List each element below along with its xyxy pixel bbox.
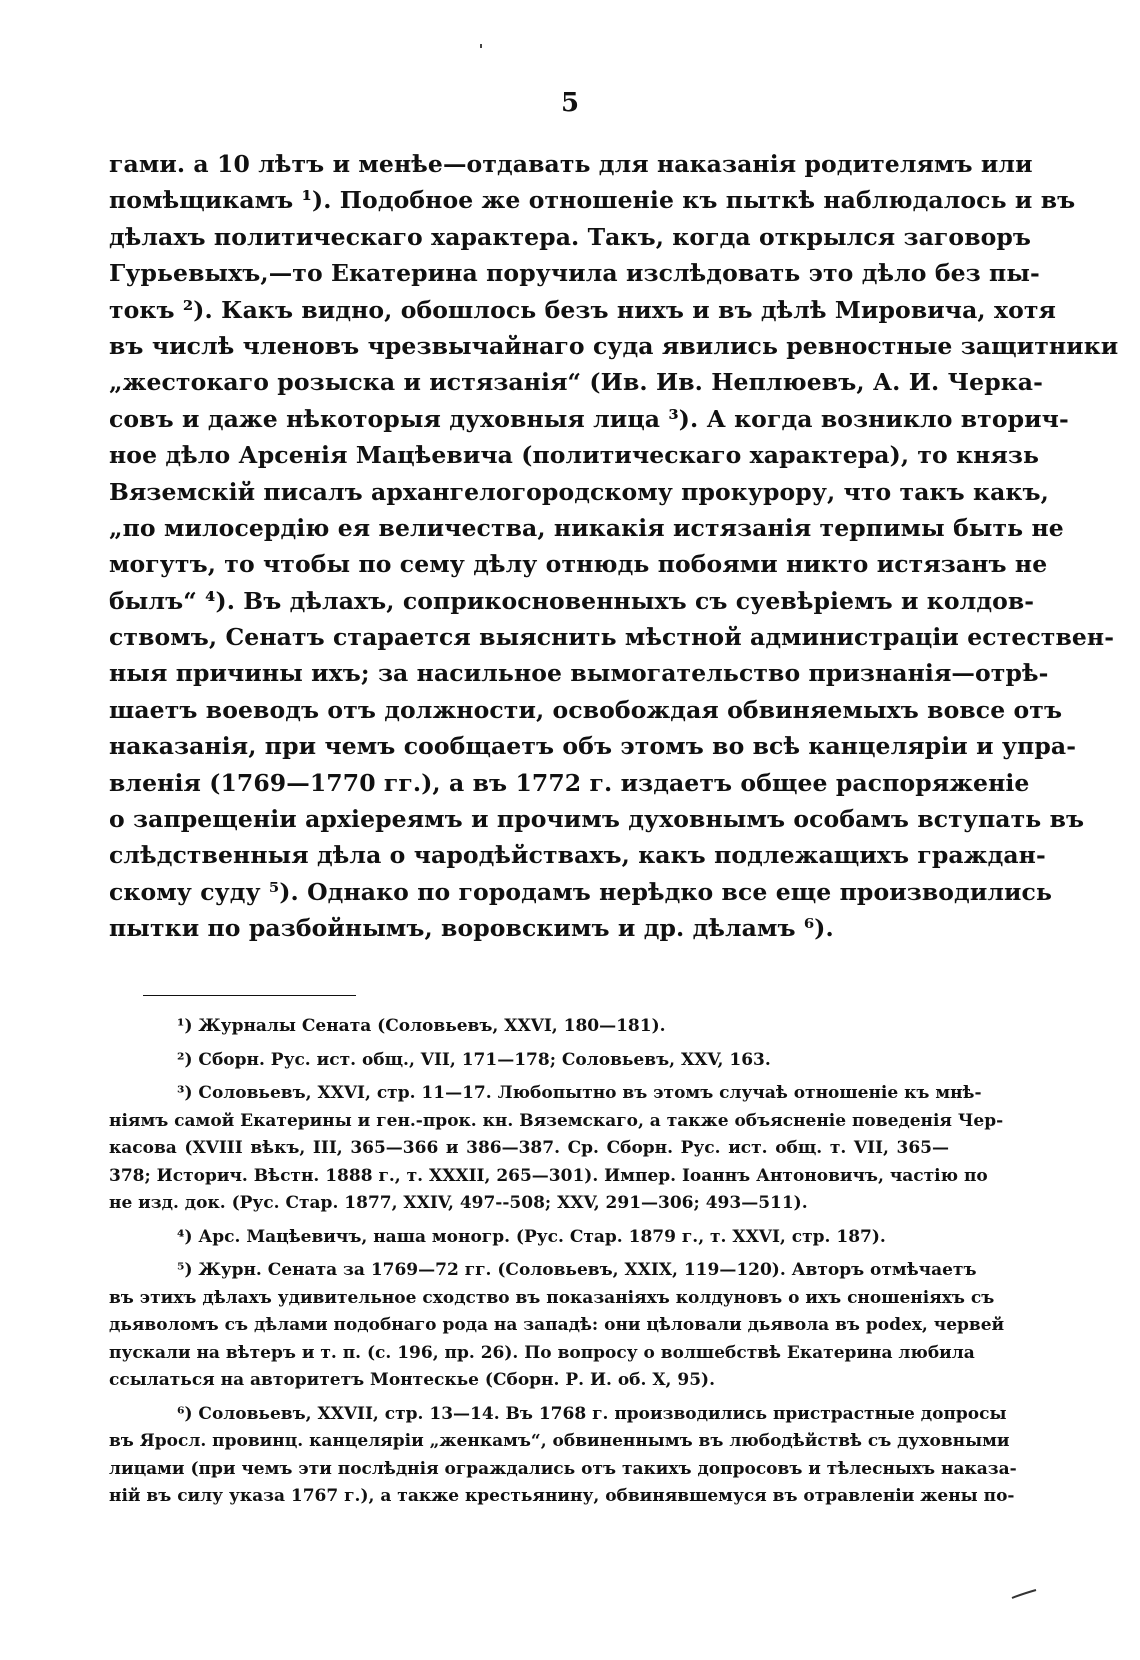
footnote-line: ²) Сборн. Рус. ист. общ., VII, 171—178; Соловьевъ, XXV, 163.: [177, 1049, 771, 1070]
footnote-3: [109, 1080, 1004, 1218]
footnote-line: ³) Соловьевъ, XXVI, стр. 11—17. Любопытно въ этомъ случаѣ отношеніе къ мнѣ-: [177, 1083, 982, 1103]
text-line: Гурьевыхъ,—то Екатерина поручила изслѣдовать это дѣло без пы-: [109, 259, 1040, 288]
footnote-2: [109, 1047, 949, 1075]
text-line: наказанія, при чемъ сообщаетъ объ этомъ во всѣ канцеляріи и упра-: [109, 732, 1077, 761]
scan-mark: [1010, 1588, 1040, 1600]
text-line: „жестокаго розыска и истязанія“ (Ив. Ив. Неплюевъ, А. И. Черка-: [109, 368, 1043, 397]
scan-speck: [480, 44, 482, 48]
text-line: пытки по разбойнымъ, воровскимъ и др. дѣламъ ⁶).: [109, 914, 834, 943]
footnote-line: лицами (при чемъ эти послѣднія ограждались отъ такихъ допросовъ и тѣлесныхъ наказа-: [109, 1458, 1017, 1479]
text-line: ное дѣло Арсенія Мацѣевича (политическаго характера), то князь: [109, 441, 1040, 470]
footnote-6: [109, 1401, 1017, 1511]
text-line: о запрещеніи архіереямъ и прочимъ духовнымъ особамъ вступать въ: [109, 805, 1085, 834]
footnote-line: ¹) Журналы Сената (Соловьевъ, XXVI, 180—181).: [177, 1016, 666, 1036]
text-line: „по милосердію ея величества, никакія истязанія терпимы быть не: [109, 513, 1064, 542]
footnote-line: ⁶) Соловьевъ, XXVII, стр. 13—14. Въ 1768 г. производились пристрастные допросы: [177, 1403, 1007, 1424]
footnote-1: [109, 1013, 949, 1041]
text-line: гами. а 10 лѣтъ и менѣе—отдавать для наказанія родителямъ или: [109, 150, 1033, 178]
text-line: ныя причины ихъ; за насильное вымогательство признанія—отрѣ-: [109, 659, 1049, 688]
text-line: помѣщикамъ ¹). Подобное же отношеніе къ пыткѣ наблюдалось и въ: [109, 186, 1076, 215]
footnote-line: ссылаться на авторитетъ Монтескье (Сборн. Р. И. об. X, 95).: [109, 1370, 716, 1390]
footnote-separator: [143, 995, 356, 996]
footnote-line: 378; Историч. Вѣстн. 1888 г., т. XXXII, 265—301). Импер. Іоаннъ Антоновичъ, частію по: [109, 1165, 988, 1186]
footnote-line: ⁵) Журн. Сената за 1769—72 гг. (Соловьевъ, XXIX, 119—120). Авторъ отмѣчаетъ: [177, 1260, 977, 1280]
footnotes: [109, 1013, 1017, 1511]
footnote-line: касова (XVIII вѣкъ, III, 365—366 и 386—387. Ср. Сборн. Рус. ист. общ. т. VII, 365—: [109, 1138, 949, 1158]
text-line: совъ и даже нѣкоторыя духовныя лица ³). А когда возникло вторич-: [109, 404, 1069, 433]
text-line: Вяземскій писалъ архангелогородскому прокурору, что такъ какъ,: [109, 477, 1049, 506]
footnote-line: пускали на вѣтеръ и т. п. (с. 196, пр. 26). По вопросу о волшебствѣ Екатерина любила: [109, 1342, 975, 1363]
text-line: могутъ, то чтобы по сему дѣлу отнюдь побоями никто истязанъ не: [109, 550, 1048, 579]
text-line: слѣдственныя дѣла о чародѣйствахъ, какъ подлежащихъ граждан-: [109, 841, 1046, 870]
text-line: скому суду ⁵). Однако по городамъ нерѣдко все еще производились: [109, 877, 1053, 906]
text-line: былъ“ ⁴). Въ дѣлахъ, соприкосновенныхъ съ суевѣріемъ и колдов-: [109, 586, 1035, 615]
footnote-line: въ Яросл. провинц. канцеляріи „женкамъ“, обвиненнымъ въ любодѣйствѣ съ духовными: [109, 1431, 1010, 1451]
text-line: шаетъ воеводъ отъ должности, освобождая обвиняемыхъ вовсе отъ: [109, 695, 1063, 724]
text-line: въ числѣ членовъ чрезвычайнаго суда явились ревностные защитники: [109, 331, 1119, 360]
text-line: токъ ²). Какъ видно, обошлось безъ нихъ и въ дѣлѣ Мировича, хотя: [109, 295, 1056, 324]
footnote-line: не изд. док. (Рус. Стар. 1877, XXIV, 497--508; XXV, 291—306; 493—511).: [109, 1193, 808, 1213]
footnote-line: дьяволомъ съ дѣлами подобнаго рода на западѣ: они цѣловали дьявола въ podex, червей: [109, 1315, 1005, 1335]
text-line: дѣлахъ политическаго характера. Такъ, когда открылся заговоръ: [109, 222, 1032, 251]
footnote-line: въ этихъ дѣлахъ удивительное сходство въ показаніяхъ колдуновъ о ихъ сношеніяхъ съ: [109, 1287, 995, 1308]
footnote-line: ⁴) Арс. Мацѣевичъ, наша моногр. (Рус. Стар. 1879 г., т. XXVI, стр. 187).: [177, 1226, 886, 1247]
text-line: вленія (1769—1770 гг.), а въ 1772 г. издаетъ общее распоряженіе: [109, 768, 1030, 797]
footnote-4: [109, 1224, 949, 1252]
page-number: 5: [560, 88, 580, 118]
footnote-line: ній въ силу указа 1767 г.), а также крестьянину, обвинявшемуся въ отравленіи жены по-: [109, 1486, 1015, 1506]
footnote-5: [109, 1257, 1005, 1395]
footnote-line: ніямъ самой Екатерины и ген.-прок. кн. Вяземскаго, а также объясненіе поведенія Чер-: [109, 1110, 1004, 1131]
text-line: ствомъ, Сенатъ старается выяснить мѣстной администраціи естествен-: [109, 623, 1115, 652]
main-text: [109, 146, 1119, 947]
